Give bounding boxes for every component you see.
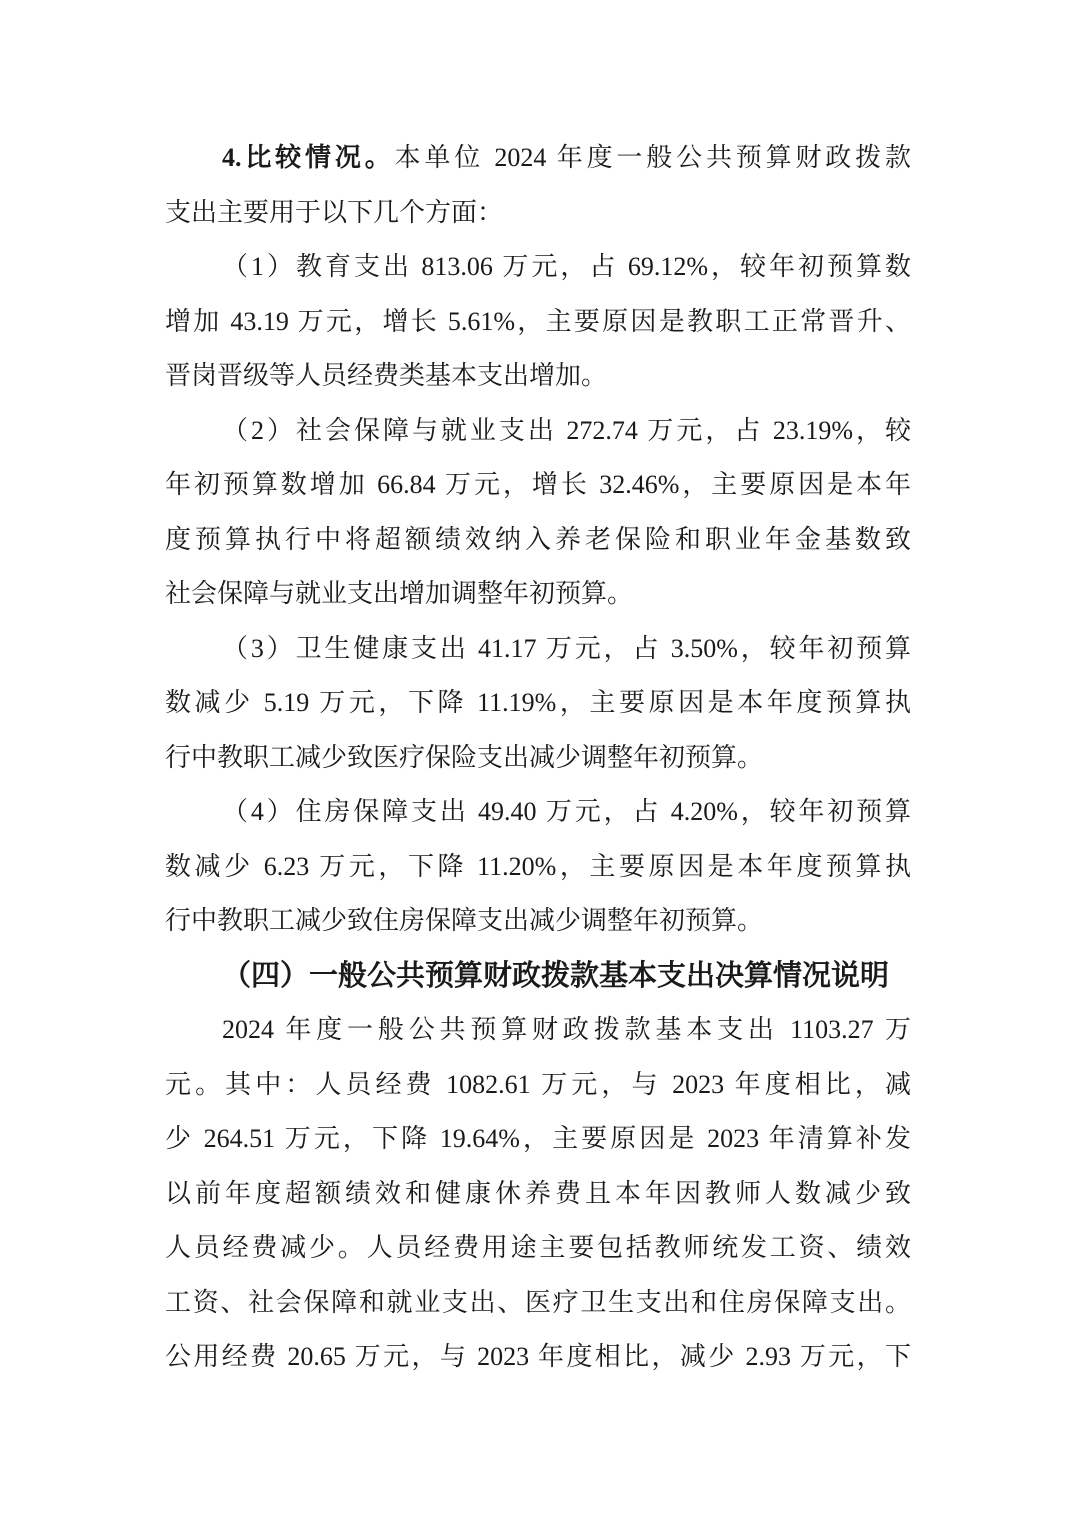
- text-line: 行中教职工减少致医疗保险支出减少调整年初预算。: [165, 742, 764, 772]
- text-line: 工资、社会保障和就业支出、医疗卫生支出和住房保障支出。: [165, 1287, 911, 1317]
- text-line: 增加 43.19 万元，增长 5.61%，主要原因是教职工正常晋升、: [165, 306, 911, 336]
- text-line: （3）卫生健康支出 41.17 万元，占 3.50%，较年初预算: [222, 633, 911, 663]
- text-line-rest: 本单位 2024 年度一般公共预算财政拨款: [394, 143, 911, 172]
- text-line: 以前年度超额绩效和健康休养费且本年因教师人数减少致: [165, 1178, 911, 1208]
- text-line: （4）住房保障支出 49.40 万元，占 4.20%，较年初预算: [222, 797, 911, 826]
- text-line: 度预算执行中将超额绩效纳入养老保险和职业年金基数致: [165, 524, 911, 554]
- text-line: 行中教职工减少致住房保障支出减少调整年初预算。: [165, 906, 764, 935]
- text-line: 公用经费 20.65 万元，与 2023 年度相比，减少 2.93 万元，下: [165, 1342, 911, 1371]
- text-line: 支出主要用于以下几个方面：: [165, 197, 504, 227]
- text-line: 数减少 5.19 万元，下降 11.19%，主要原因是本年度预算执: [165, 688, 911, 717]
- text-line: （1）教育支出 813.06 万元，占 69.12%，较年初预算数: [222, 252, 911, 281]
- text-line: 2024 年度一般公共预算财政拨款基本支出 1103.27 万: [222, 1015, 911, 1044]
- text-line: （2）社会保障与就业支出 272.74 万元，占 23.19%，较: [222, 415, 911, 445]
- text-line: 数减少 6.23 万元，下降 11.20%，主要原因是本年度预算执: [165, 851, 911, 881]
- text-line: 少 264.51 万元，下降 19.64%，主要原因是 2023 年清算补发: [165, 1124, 911, 1153]
- document-body: [165, 131, 911, 1385]
- section-heading: （四）一般公共预算财政拨款基本支出决算情况说明: [222, 959, 890, 992]
- text-line: 元。其中：人员经费 1082.61 万元，与 2023 年度相比，减: [165, 1069, 911, 1099]
- text-line: 年初预算数增加 66.84 万元，增长 32.46%，主要原因是本年: [165, 470, 911, 499]
- text-line: 晋岗晋级等人员经费类基本支出增加。: [165, 361, 608, 390]
- paragraph-lead-bold: 4.比较情况。: [222, 143, 395, 172]
- text-line: 社会保障与就业支出增加调整年初预算。: [165, 579, 634, 608]
- text-line: [165, 131, 911, 186]
- text-line: 人员经费减少。人员经费用途主要包括教师统发工资、绩效: [165, 1233, 911, 1262]
